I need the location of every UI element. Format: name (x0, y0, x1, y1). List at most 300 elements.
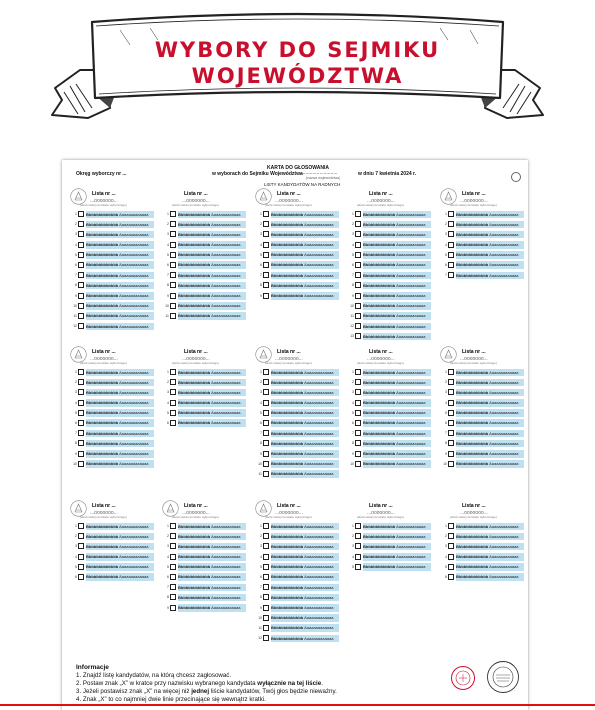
candidate-number: 12 (73, 324, 77, 329)
candidate-row (70, 553, 154, 563)
vote-checkbox[interactable] (78, 303, 84, 309)
vote-checkbox[interactable] (170, 564, 176, 570)
candidate-row (255, 553, 339, 563)
candidate-name (271, 430, 339, 438)
vote-checkbox[interactable] (448, 430, 454, 436)
vote-checkbox[interactable] (448, 564, 454, 570)
candidate-number: 3 (445, 232, 447, 237)
candidate-firstname: Aaaaaaaaaaaaa (119, 282, 149, 288)
candidate-surname: Bbbbbbbbbbbbb (86, 410, 119, 416)
vote-checkbox[interactable] (355, 533, 361, 539)
candidate-name (363, 440, 431, 448)
candidate-name (86, 523, 154, 531)
candidate-number: 1 (445, 370, 447, 374)
candidate-number: 11 (165, 313, 169, 318)
vote-checkbox[interactable] (78, 242, 84, 248)
vote-checkbox[interactable] (448, 400, 454, 406)
vote-checkbox[interactable] (448, 451, 454, 457)
vote-checkbox[interactable] (263, 564, 269, 570)
candidate-surname: Bbbbbbbbbbbbb (456, 252, 489, 258)
vote-checkbox[interactable] (170, 282, 176, 288)
vote-checkbox[interactable] (78, 379, 84, 385)
vote-checkbox[interactable] (170, 313, 176, 319)
candidate-firstname: Aaaaaaaaaaaaa (396, 389, 426, 395)
candidate-surname: Bbbbbbbbbbbbb (271, 471, 304, 477)
vote-checkbox[interactable] (263, 221, 269, 227)
vote-checkbox[interactable] (78, 389, 84, 395)
vote-checkbox[interactable] (355, 313, 361, 319)
vote-checkbox[interactable] (355, 221, 361, 227)
vote-checkbox[interactable] (355, 554, 361, 560)
vote-checkbox[interactable] (448, 389, 454, 395)
candidate-number: 9 (167, 293, 169, 298)
candidate-firstname: Aaaaaaaaaaaaa (396, 303, 426, 309)
vote-checkbox[interactable] (355, 451, 361, 457)
vote-checkbox[interactable] (78, 420, 84, 426)
vote-checkbox[interactable] (263, 293, 269, 299)
candidate-row (70, 439, 154, 449)
banner-title-line1: WYBORY DO SEJMIKU (154, 38, 441, 62)
vote-checkbox[interactable] (263, 379, 269, 385)
candidate-row (347, 271, 431, 281)
candidate-surname: Bbbbbbbbbbbbb (178, 211, 211, 217)
candidate-firstname: Aaaaaaaaaaaaa (396, 221, 426, 227)
committee-hint: (skrót nazwy komitetu wyborczego) (172, 203, 219, 207)
committee-name: ...ooooooo... (90, 510, 118, 516)
candidate-firstname: Aaaaaaaaaaaaa (489, 211, 519, 217)
candidate-number: 8 (167, 283, 169, 288)
candidate-firstname: Aaaaaaaaaaaaa (396, 231, 426, 237)
candidate-row (255, 210, 339, 220)
candidate-firstname: Aaaaaaaaaaaaa (211, 231, 241, 237)
candidate-row (255, 624, 339, 634)
candidate-firstname: Aaaaaaaaaaaaa (211, 211, 241, 217)
candidate-number: 1 (352, 370, 354, 374)
list-header (255, 188, 339, 210)
vote-checkbox[interactable] (78, 440, 84, 446)
vote-checkbox[interactable] (355, 461, 361, 467)
candidate-firstname: Aaaaaaaaaaaaa (211, 242, 241, 248)
vote-checkbox[interactable] (448, 252, 454, 258)
vote-checkbox[interactable] (78, 400, 84, 406)
vote-checkbox[interactable] (263, 543, 269, 549)
candidate-number: 5 (260, 564, 262, 569)
list-number: Lista nr ... (92, 191, 116, 197)
candidate-row (440, 378, 524, 388)
candidate-row (347, 220, 431, 230)
candidate-surname: Bbbbbbbbbbbbb (456, 272, 489, 278)
vote-checkbox[interactable] (78, 554, 84, 560)
candidate-firstname: Aaaaaaaaaaaaa (304, 420, 334, 426)
candidate-surname: Bbbbbbbbbbbbb (363, 420, 396, 426)
candidate-surname: Bbbbbbbbbbbbb (456, 211, 489, 217)
vote-checkbox[interactable] (355, 323, 361, 329)
candidate-firstname: Aaaaaaaaaaaaa (119, 410, 149, 416)
candidate-firstname: Aaaaaaaaaaaaa (396, 543, 426, 549)
candidate-surname: Bbbbbbbbbbbbb (363, 554, 396, 560)
candidate-number: 2 (75, 222, 77, 227)
candidate-row (162, 522, 246, 532)
candidate-row (347, 419, 431, 429)
candidate-number: 10 (73, 303, 77, 308)
candidate-name (178, 251, 246, 259)
vote-checkbox[interactable] (78, 313, 84, 319)
candidate-name (363, 450, 431, 458)
vote-checkbox[interactable] (355, 410, 361, 416)
vote-checkbox[interactable] (170, 410, 176, 416)
vote-checkbox[interactable] (263, 605, 269, 611)
vote-checkbox[interactable] (263, 523, 269, 529)
candidate-surname: Bbbbbbbbbbbbb (178, 533, 211, 539)
vote-checkbox[interactable] (448, 379, 454, 385)
candidate-number: 2 (445, 534, 447, 539)
candidate-firstname: Aaaaaaaaaaaaa (489, 252, 519, 258)
candidate-list (162, 500, 246, 614)
committee-name: ...ooooooo... (90, 198, 118, 204)
vote-checkbox[interactable] (263, 262, 269, 268)
vote-checkbox[interactable] (263, 369, 269, 375)
vote-checkbox[interactable] (448, 231, 454, 237)
vote-checkbox[interactable] (78, 523, 84, 529)
candidate-firstname: Aaaaaaaaaaaaa (211, 543, 241, 549)
vote-checkbox[interactable] (355, 333, 361, 339)
candidate-firstname: Aaaaaaaaaaaaa (119, 211, 149, 217)
vote-checkbox[interactable] (78, 543, 84, 549)
vote-checkbox[interactable] (448, 554, 454, 560)
candidate-number: 11 (258, 625, 262, 630)
vote-checkbox[interactable] (170, 303, 176, 309)
vote-checkbox[interactable] (263, 451, 269, 457)
candidate-firstname: Aaaaaaaaaaaaa (489, 410, 519, 416)
vote-checkbox[interactable] (448, 242, 454, 248)
candidate-number: 10 (165, 303, 169, 308)
vote-checkbox[interactable] (355, 282, 361, 288)
candidate-name (271, 379, 339, 387)
vote-checkbox[interactable] (263, 440, 269, 446)
candidate-row (162, 251, 246, 261)
vote-checkbox[interactable] (263, 461, 269, 467)
vote-checkbox[interactable] (448, 543, 454, 549)
candidate-row (440, 522, 524, 532)
vote-checkbox[interactable] (448, 211, 454, 217)
info-line-2-end: . (321, 680, 323, 687)
vote-checkbox[interactable] (170, 211, 176, 217)
vote-checkbox[interactable] (170, 389, 176, 395)
candidate-firstname: Aaaaaaaaaaaaa (489, 400, 519, 406)
vote-checkbox[interactable] (170, 242, 176, 248)
vote-checkbox[interactable] (263, 574, 269, 580)
candidate-row (347, 378, 431, 388)
vote-checkbox[interactable] (355, 400, 361, 406)
list-header (440, 188, 524, 210)
vote-checkbox[interactable] (355, 252, 361, 258)
candidate-name (271, 635, 339, 643)
vote-checkbox[interactable] (78, 211, 84, 217)
candidate-surname: Bbbbbbbbbbbbb (86, 303, 119, 309)
vote-checkbox[interactable] (448, 533, 454, 539)
committee-name: ...ooooooo... (275, 510, 303, 516)
candidate-name (86, 399, 154, 407)
vote-checkbox[interactable] (170, 420, 176, 426)
vote-checkbox[interactable] (448, 410, 454, 416)
region-hint: (nazwa województwa) (306, 176, 341, 180)
candidate-name (363, 553, 431, 561)
vote-checkbox[interactable] (448, 420, 454, 426)
candidate-surname: Bbbbbbbbbbbbb (178, 554, 211, 560)
candidate-list (255, 500, 339, 644)
candidate-number: 4 (75, 554, 77, 559)
candidate-number: 10 (258, 615, 262, 620)
vote-checkbox[interactable] (448, 461, 454, 467)
candidate-number: 2 (352, 380, 354, 385)
vote-checkbox[interactable] (355, 231, 361, 237)
vote-checkbox[interactable] (78, 282, 84, 288)
candidate-surname: Bbbbbbbbbbbbb (178, 282, 211, 288)
vote-checkbox[interactable] (355, 242, 361, 248)
candidate-number: 1 (75, 524, 77, 528)
vote-checkbox[interactable] (263, 252, 269, 258)
candidate-surname: Bbbbbbbbbbbbb (86, 211, 119, 217)
vote-checkbox[interactable] (78, 262, 84, 268)
vote-checkbox[interactable] (170, 221, 176, 227)
candidate-name (178, 523, 246, 531)
candidate-name (363, 523, 431, 531)
candidate-row (347, 241, 431, 251)
info-title: Informacje (76, 664, 109, 671)
vote-checkbox[interactable] (355, 303, 361, 309)
vote-checkbox[interactable] (448, 221, 454, 227)
vote-checkbox[interactable] (263, 471, 269, 477)
vote-checkbox[interactable] (263, 389, 269, 395)
vote-checkbox[interactable] (170, 400, 176, 406)
vote-checkbox[interactable] (263, 554, 269, 560)
candidate-name (271, 282, 339, 290)
vote-checkbox[interactable] (355, 440, 361, 446)
vote-checkbox[interactable] (78, 369, 84, 375)
candidate-firstname: Aaaaaaaaaaaaa (396, 410, 426, 416)
candidate-surname: Bbbbbbbbbbbbb (86, 400, 119, 406)
candidate-row (70, 251, 154, 261)
vote-checkbox[interactable] (355, 523, 361, 529)
vote-checkbox[interactable] (170, 594, 176, 600)
list-number: Lista nr ... (369, 349, 393, 355)
list-header (70, 500, 154, 522)
candidate-name (363, 231, 431, 239)
candidate-name (271, 272, 339, 280)
vote-checkbox[interactable] (170, 293, 176, 299)
vote-checkbox[interactable] (263, 231, 269, 237)
vote-checkbox[interactable] (263, 533, 269, 539)
candidate-number: 1 (352, 524, 354, 528)
committee-hint: (skrót nazwy komitetu wyborczego) (357, 203, 404, 207)
candidate-name (178, 604, 246, 612)
candidate-name (363, 261, 431, 269)
candidate-surname: Bbbbbbbbbbbbb (178, 369, 211, 375)
candidate-firstname: Aaaaaaaaaaaaa (304, 410, 334, 416)
candidate-row (255, 460, 339, 470)
vote-checkbox[interactable] (355, 211, 361, 217)
region-blank: ........................... (300, 170, 338, 176)
vote-checkbox[interactable] (263, 635, 269, 641)
vote-checkbox[interactable] (78, 533, 84, 539)
vote-checkbox[interactable] (170, 605, 176, 611)
committee-hint: (skrót nazwy komitetu wyborczego) (80, 515, 127, 519)
candidate-name (86, 272, 154, 280)
candidate-firstname: Aaaaaaaaaaaaa (396, 379, 426, 385)
candidate-firstname: Aaaaaaaaaaaaa (396, 282, 426, 288)
vote-checkbox[interactable] (78, 574, 84, 580)
vote-checkbox[interactable] (263, 594, 269, 600)
vote-checkbox[interactable] (78, 293, 84, 299)
vote-checkbox[interactable] (448, 272, 454, 278)
list-number: Lista nr ... (277, 503, 301, 509)
candidate-row (440, 553, 524, 563)
vote-checkbox[interactable] (263, 420, 269, 426)
vote-checkbox[interactable] (78, 564, 84, 570)
candidate-surname: Bbbbbbbbbbbbb (178, 420, 211, 426)
list-header (347, 346, 431, 368)
vote-checkbox[interactable] (170, 252, 176, 258)
candidate-firstname: Aaaaaaaaaaaaa (304, 461, 334, 467)
vote-checkbox[interactable] (78, 252, 84, 258)
candidate-firstname: Aaaaaaaaaaaaa (211, 293, 241, 298)
vote-checkbox[interactable] (355, 272, 361, 278)
vote-checkbox[interactable] (170, 554, 176, 560)
candidate-number: 8 (445, 441, 447, 446)
candidate-name (363, 241, 431, 249)
candidate-row (70, 532, 154, 542)
list-number: Lista nr ... (462, 349, 486, 355)
committee-hint: (skrót nazwy komitetu wyborczego) (450, 361, 497, 365)
candidate-name (456, 251, 524, 259)
vote-checkbox[interactable] (78, 451, 84, 457)
vote-checkbox[interactable] (263, 584, 269, 590)
vote-checkbox[interactable] (170, 272, 176, 278)
vote-checkbox[interactable] (263, 272, 269, 278)
vote-checkbox[interactable] (78, 461, 84, 467)
candidate-surname: Bbbbbbbbbbbbb (86, 574, 119, 580)
vote-checkbox[interactable] (355, 389, 361, 395)
candidate-row (440, 399, 524, 409)
vote-checkbox[interactable] (263, 625, 269, 631)
candidate-row (440, 251, 524, 261)
vote-checkbox[interactable] (78, 410, 84, 416)
list-number: Lista nr ... (369, 191, 393, 197)
candidate-row (440, 439, 524, 449)
candidate-name (271, 573, 339, 581)
vote-checkbox[interactable] (170, 584, 176, 590)
candidate-firstname: Aaaaaaaaaaaaa (489, 231, 519, 237)
candidate-number: 5 (75, 564, 77, 569)
ballot-subtitle: LISTY KANDYDATÓW NA RADNYCH (264, 182, 341, 187)
red-stamp-icon (450, 665, 476, 691)
vote-checkbox[interactable] (170, 379, 176, 385)
candidate-row (70, 409, 154, 419)
vote-checkbox[interactable] (355, 564, 361, 570)
vote-checkbox[interactable] (355, 420, 361, 426)
candidate-number: 2 (260, 380, 262, 385)
vote-checkbox[interactable] (448, 574, 454, 580)
candidate-surname: Bbbbbbbbbbbbb (86, 461, 119, 467)
vote-checkbox[interactable] (263, 242, 269, 248)
vote-checkbox[interactable] (355, 379, 361, 385)
vote-checkbox[interactable] (170, 369, 176, 375)
vote-checkbox[interactable] (448, 369, 454, 375)
vote-checkbox[interactable] (263, 282, 269, 288)
vote-checkbox[interactable] (355, 262, 361, 268)
candidate-row (255, 604, 339, 614)
info-line-2 (76, 680, 323, 687)
candidate-name (86, 282, 154, 290)
vote-checkbox[interactable] (355, 369, 361, 375)
vote-checkbox[interactable] (448, 440, 454, 446)
candidate-list (162, 188, 246, 322)
candidate-surname: Bbbbbbbbbbbbb (271, 252, 304, 258)
candidate-row (70, 542, 154, 552)
vote-checkbox[interactable] (355, 543, 361, 549)
vote-checkbox[interactable] (448, 262, 454, 268)
vote-checkbox[interactable] (78, 323, 84, 329)
candidate-row (347, 409, 431, 419)
candidate-surname: Bbbbbbbbbbbbb (363, 313, 396, 319)
candidate-number: 13 (350, 334, 354, 339)
candidate-surname: Bbbbbbbbbbbbb (271, 451, 304, 456)
candidate-firstname: Aaaaaaaaaaaaa (119, 523, 149, 529)
vote-checkbox[interactable] (448, 523, 454, 529)
vote-checkbox[interactable] (78, 430, 84, 436)
vote-checkbox[interactable] (263, 400, 269, 406)
vote-checkbox[interactable] (78, 221, 84, 227)
vote-checkbox[interactable] (263, 211, 269, 217)
candidate-row (70, 388, 154, 398)
candidate-firstname: Aaaaaaaaaaaaa (119, 554, 149, 560)
candidate-surname: Bbbbbbbbbbbbb (86, 554, 119, 560)
candidate-number: 1 (352, 212, 354, 216)
candidate-number: 8 (75, 441, 77, 446)
candidate-surname: Bbbbbbbbbbbbb (271, 605, 304, 610)
committee-name: ...ooooooo... (367, 356, 395, 362)
vote-checkbox[interactable] (78, 231, 84, 237)
candidate-name (86, 450, 154, 458)
vote-checkbox[interactable] (170, 533, 176, 539)
vote-checkbox[interactable] (263, 430, 269, 436)
candidate-row (255, 522, 339, 532)
candidate-name (178, 594, 246, 602)
vote-checkbox[interactable] (263, 410, 269, 416)
vote-checkbox[interactable] (170, 231, 176, 237)
candidate-firstname: Aaaaaaaaaaaaa (119, 440, 149, 446)
vote-checkbox[interactable] (170, 543, 176, 549)
vote-checkbox[interactable] (170, 523, 176, 529)
candidate-surname: Bbbbbbbbbbbbb (178, 523, 211, 529)
candidate-row (440, 388, 524, 398)
candidate-name (271, 251, 339, 259)
candidate-row (347, 553, 431, 563)
vote-checkbox[interactable] (170, 262, 176, 268)
candidate-firstname: Aaaaaaaaaaaaa (211, 594, 241, 600)
candidate-number: 2 (260, 222, 262, 227)
vote-checkbox[interactable] (263, 615, 269, 621)
vote-checkbox[interactable] (78, 272, 84, 278)
candidate-name (363, 543, 431, 551)
vote-checkbox[interactable] (170, 574, 176, 580)
candidate-firstname: Aaaaaaaaaaaaa (119, 272, 149, 278)
vote-checkbox[interactable] (355, 430, 361, 436)
candidate-surname: Bbbbbbbbbbbbb (86, 369, 119, 375)
candidate-row (440, 261, 524, 271)
vote-checkbox[interactable] (355, 293, 361, 299)
candidate-number: 1 (167, 370, 169, 374)
